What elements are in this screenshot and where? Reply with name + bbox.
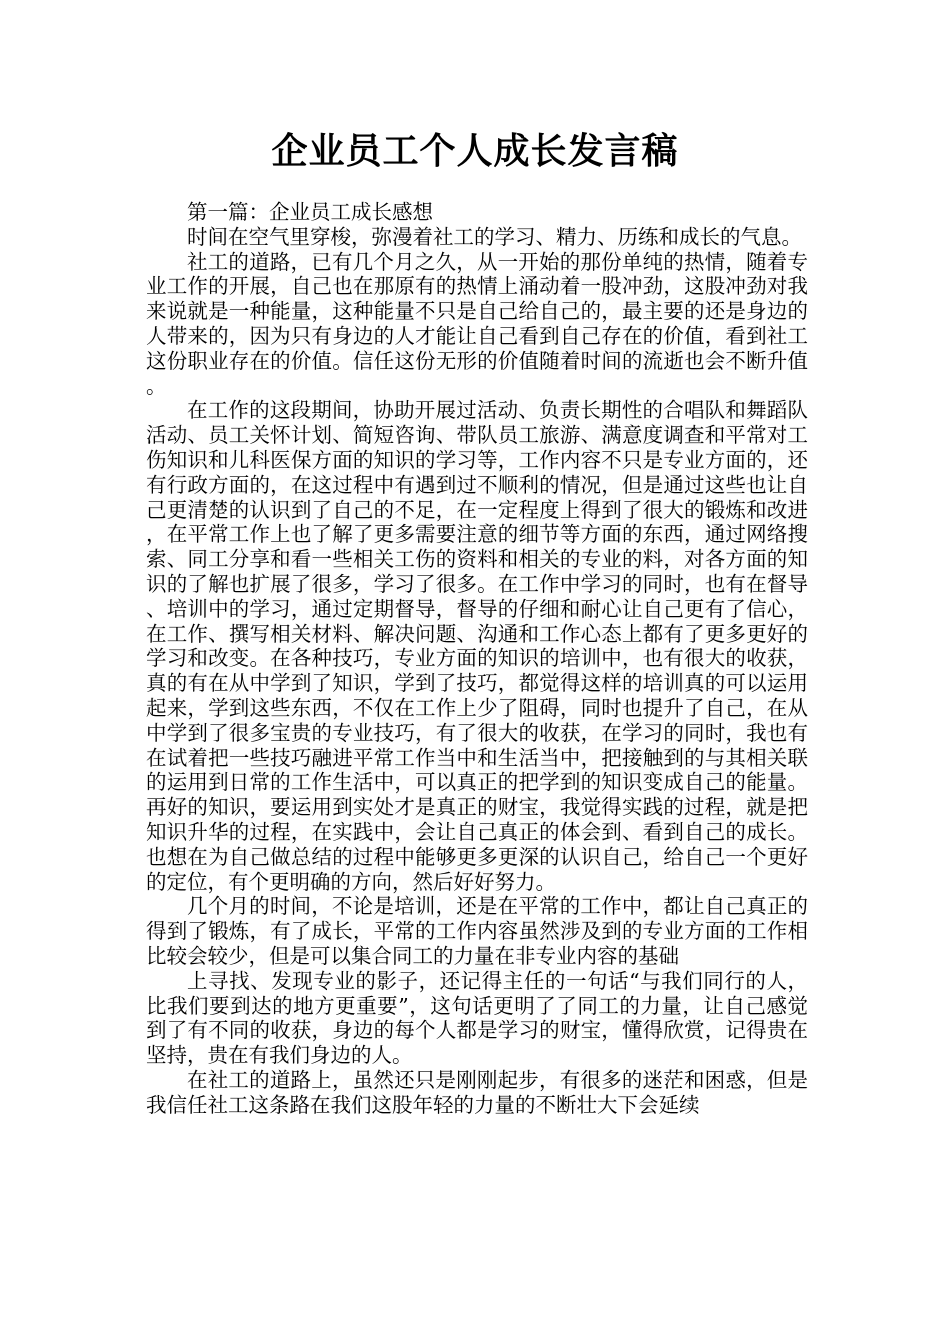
document-title: 企业员工个人成长发言稿 — [271, 131, 679, 172]
paragraph: 在社工的道路上，虽然还只是刚刚起步，有很多的迷茫和困惑，但是我信任社工这条路在我们这股年轻的力量的不断壮大下会延续 — [146, 1067, 808, 1117]
paragraph: 几个月的时间，不论是培训，还是在平常的工作中，都让自己真正的得到了锻炼，有了成长，平常的工作内容虽然涉及到的专业方面的工作相比较会较少，但是可以集合同工的力量在非专业内容的基础 — [146, 894, 808, 968]
section-heading: 第一篇：企业员工成长感想 — [187, 200, 433, 224]
document-body — [146, 200, 808, 1117]
paragraph: 上寻找、发现专业的影子，还记得主任的一句话“与我们同行的人，比我们要到达的地方更重要”，这句话更明了了同工的力量，让自己感觉到了有不同的收获，身边的每个人都是学习的财宝，懂得欣赏，记得贵在坚持，贵在有我们身边的人。 — [146, 968, 808, 1068]
paragraph: 时间在空气里穿梭，弥漫着社工的学习、精力、历练和成长的气息。 — [187, 224, 802, 249]
paragraph: 在工作的这段期间，协助开展过活动、负责长期性的合唱队和舞蹈队活动、员工关怀计划、简短咨询、带队员工旅游、满意度调查和平常对工伤知识和儿科医保方面的知识的学习等，工作内容不只是专业方面的，还有行政方面的，在这过程中有遇到过不顺利的情况，但是通过这些也让自己更清楚的认识到了自己的不足，在一定程度上得到了很大的锻炼和改进，在平常工作上也了解了更多需要注意的细节等方面的东西，通过网络搜索、同工分享和看一些相关工伤的资料和相关的专业的料，对各方面的知识的了解也扩展了很多，学习了很多。在工作中学习的同时，也有在督导、培训中的学习，通过定期督导，督导的仔细和耐心让自己更有了信心，在工作、撰写相关材料、解决问题、沟通和工作心态上都有了更多更好的学习和改变。在各种技巧，专业方面的知识的培训中，也有很大的收获，真的有在从中学到了知识，学到了技巧，都觉得这样的培训真的可以运用起来，学到这些东西，不仅在工作上少了阻碍，同时也提升了自己，在从中学到了很多宝贵的专业技巧，有了很大的收获，在学习的同时，我也有在试着把一些技巧融进平常工作当中和生活当中，把接触到的与其相关联的运用到日常的工作生活中，可以真正的把学到的知识变成自己的能量。再好的知识，要运用到实处才是真正的财宝，我觉得实践的过程，就是把知识升华的过程，在实践中，会让自己真正的体会到、看到自己的成长。也想在为自己做总结的过程中能够更多更深的认识自己，给自己一个更好的定位，有个更明确的方向，然后好好努力。 — [146, 398, 808, 894]
paragraph: 社工的道路，已有几个月之久，从一开始的那份单纯的热情，随着专业工作的开展，自己也在那原有的热情上涌动着一股冲劲，这股冲劲对我来说就是一种能量，这种能量不只是自己给自己的，最主要的还是身边的人带来的，因为只有身边的人才能让自己看到自己存在的价值，看到社工这份职业存在的价值。信任这份无形的价值随着时间的流逝也会不断升值。 — [146, 249, 808, 398]
